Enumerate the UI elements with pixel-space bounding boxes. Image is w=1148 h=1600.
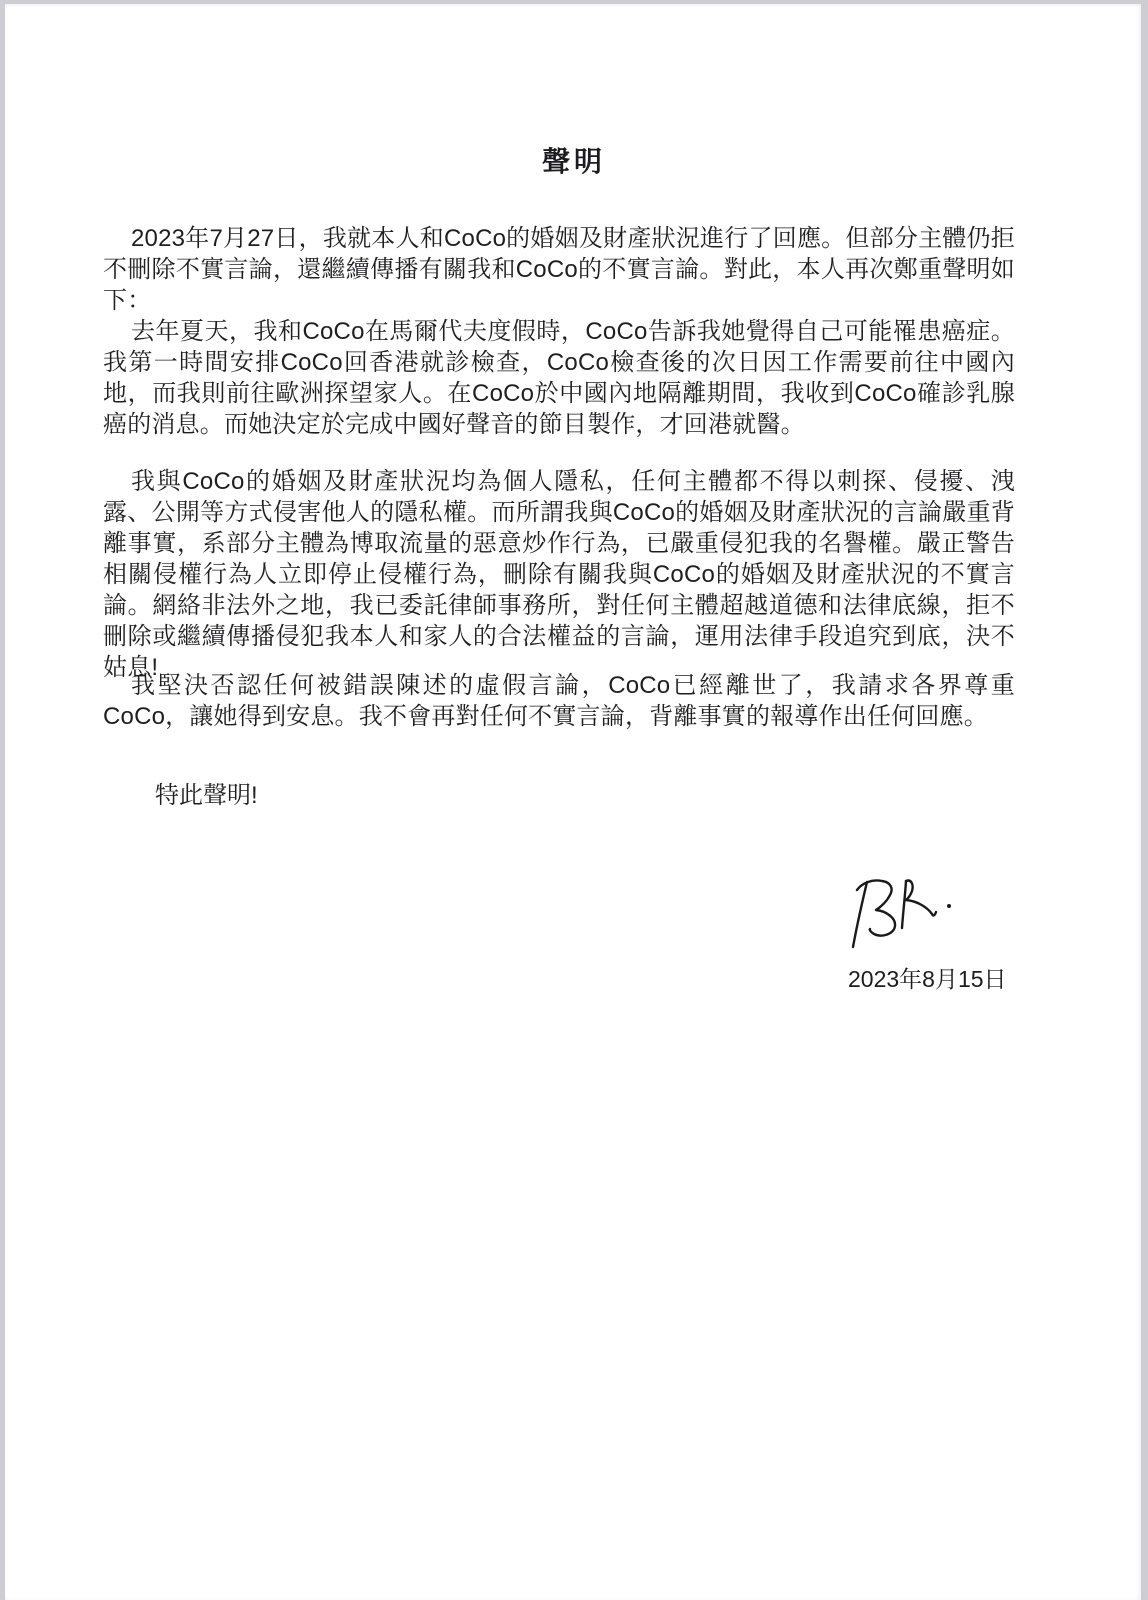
paragraph-denial-and-request: 我堅決否認任何被錯誤陳述的虛假言論，CoCo已經離世了，我請求各界尊重CoCo，讓她得到安息。我不會再對任何不實言論，背離事實的報導作出任何回應。 — [103, 672, 1015, 730]
document-title: 聲明 — [541, 146, 606, 177]
paragraph-privacy-legal-warning: 我與CoCo的婚姻及財產狀況均為個人隱私，任何主體都不得以刺探、侵擾、洩露、公開等方式侵害他人的隱私權。而所謂我與CoCo的婚姻及財產狀況的言論嚴重背離事實，系部分主體為博取流量的惡意炒作行為，已嚴重侵犯我的名譽權。嚴正警告相關侵權行為人立即停止侵權行為，刪除有關我與CoCo的婚姻及財產狀況的不實言論。網絡非法外之地，我已委託律師事務所，對任何主體超越道德和法律底線，拒不刪除或繼續傳播侵犯我本人和家人的合法權益的言論，運用法律手段追究到底，決不姑息! — [103, 468, 1015, 681]
paragraph-previous-response: 2023年7月27日，我就本人和CoCo的婚姻及財產狀況進行了回應。但部分主體仍拒不刪除不實言論，還繼續傳播有關我和CoCo的不實言論。對此，本人再次鄭重聲明如下： — [103, 225, 1015, 314]
document-date: 2023年8月15日 — [848, 966, 1007, 992]
paragraph-diagnosis-account: 去年夏天，我和CoCo在馬爾代夫度假時，CoCo告訴我她覺得自己可能罹患癌症。我第一時間安排CoCo回香港就診檢查，CoCo檢查後的次日因工作需要前往中國內地，而我則前往歐洲探望家人。在CoCo於中國內地隔離期間，我收到CoCo確診乳腺癌的消息。而她決定於完成中國好聲音的節目製作，才回港就醫。 — [103, 318, 1015, 438]
handwritten-signature-icon — [820, 850, 1000, 960]
closing-declaration: 特此聲明! — [155, 782, 258, 809]
